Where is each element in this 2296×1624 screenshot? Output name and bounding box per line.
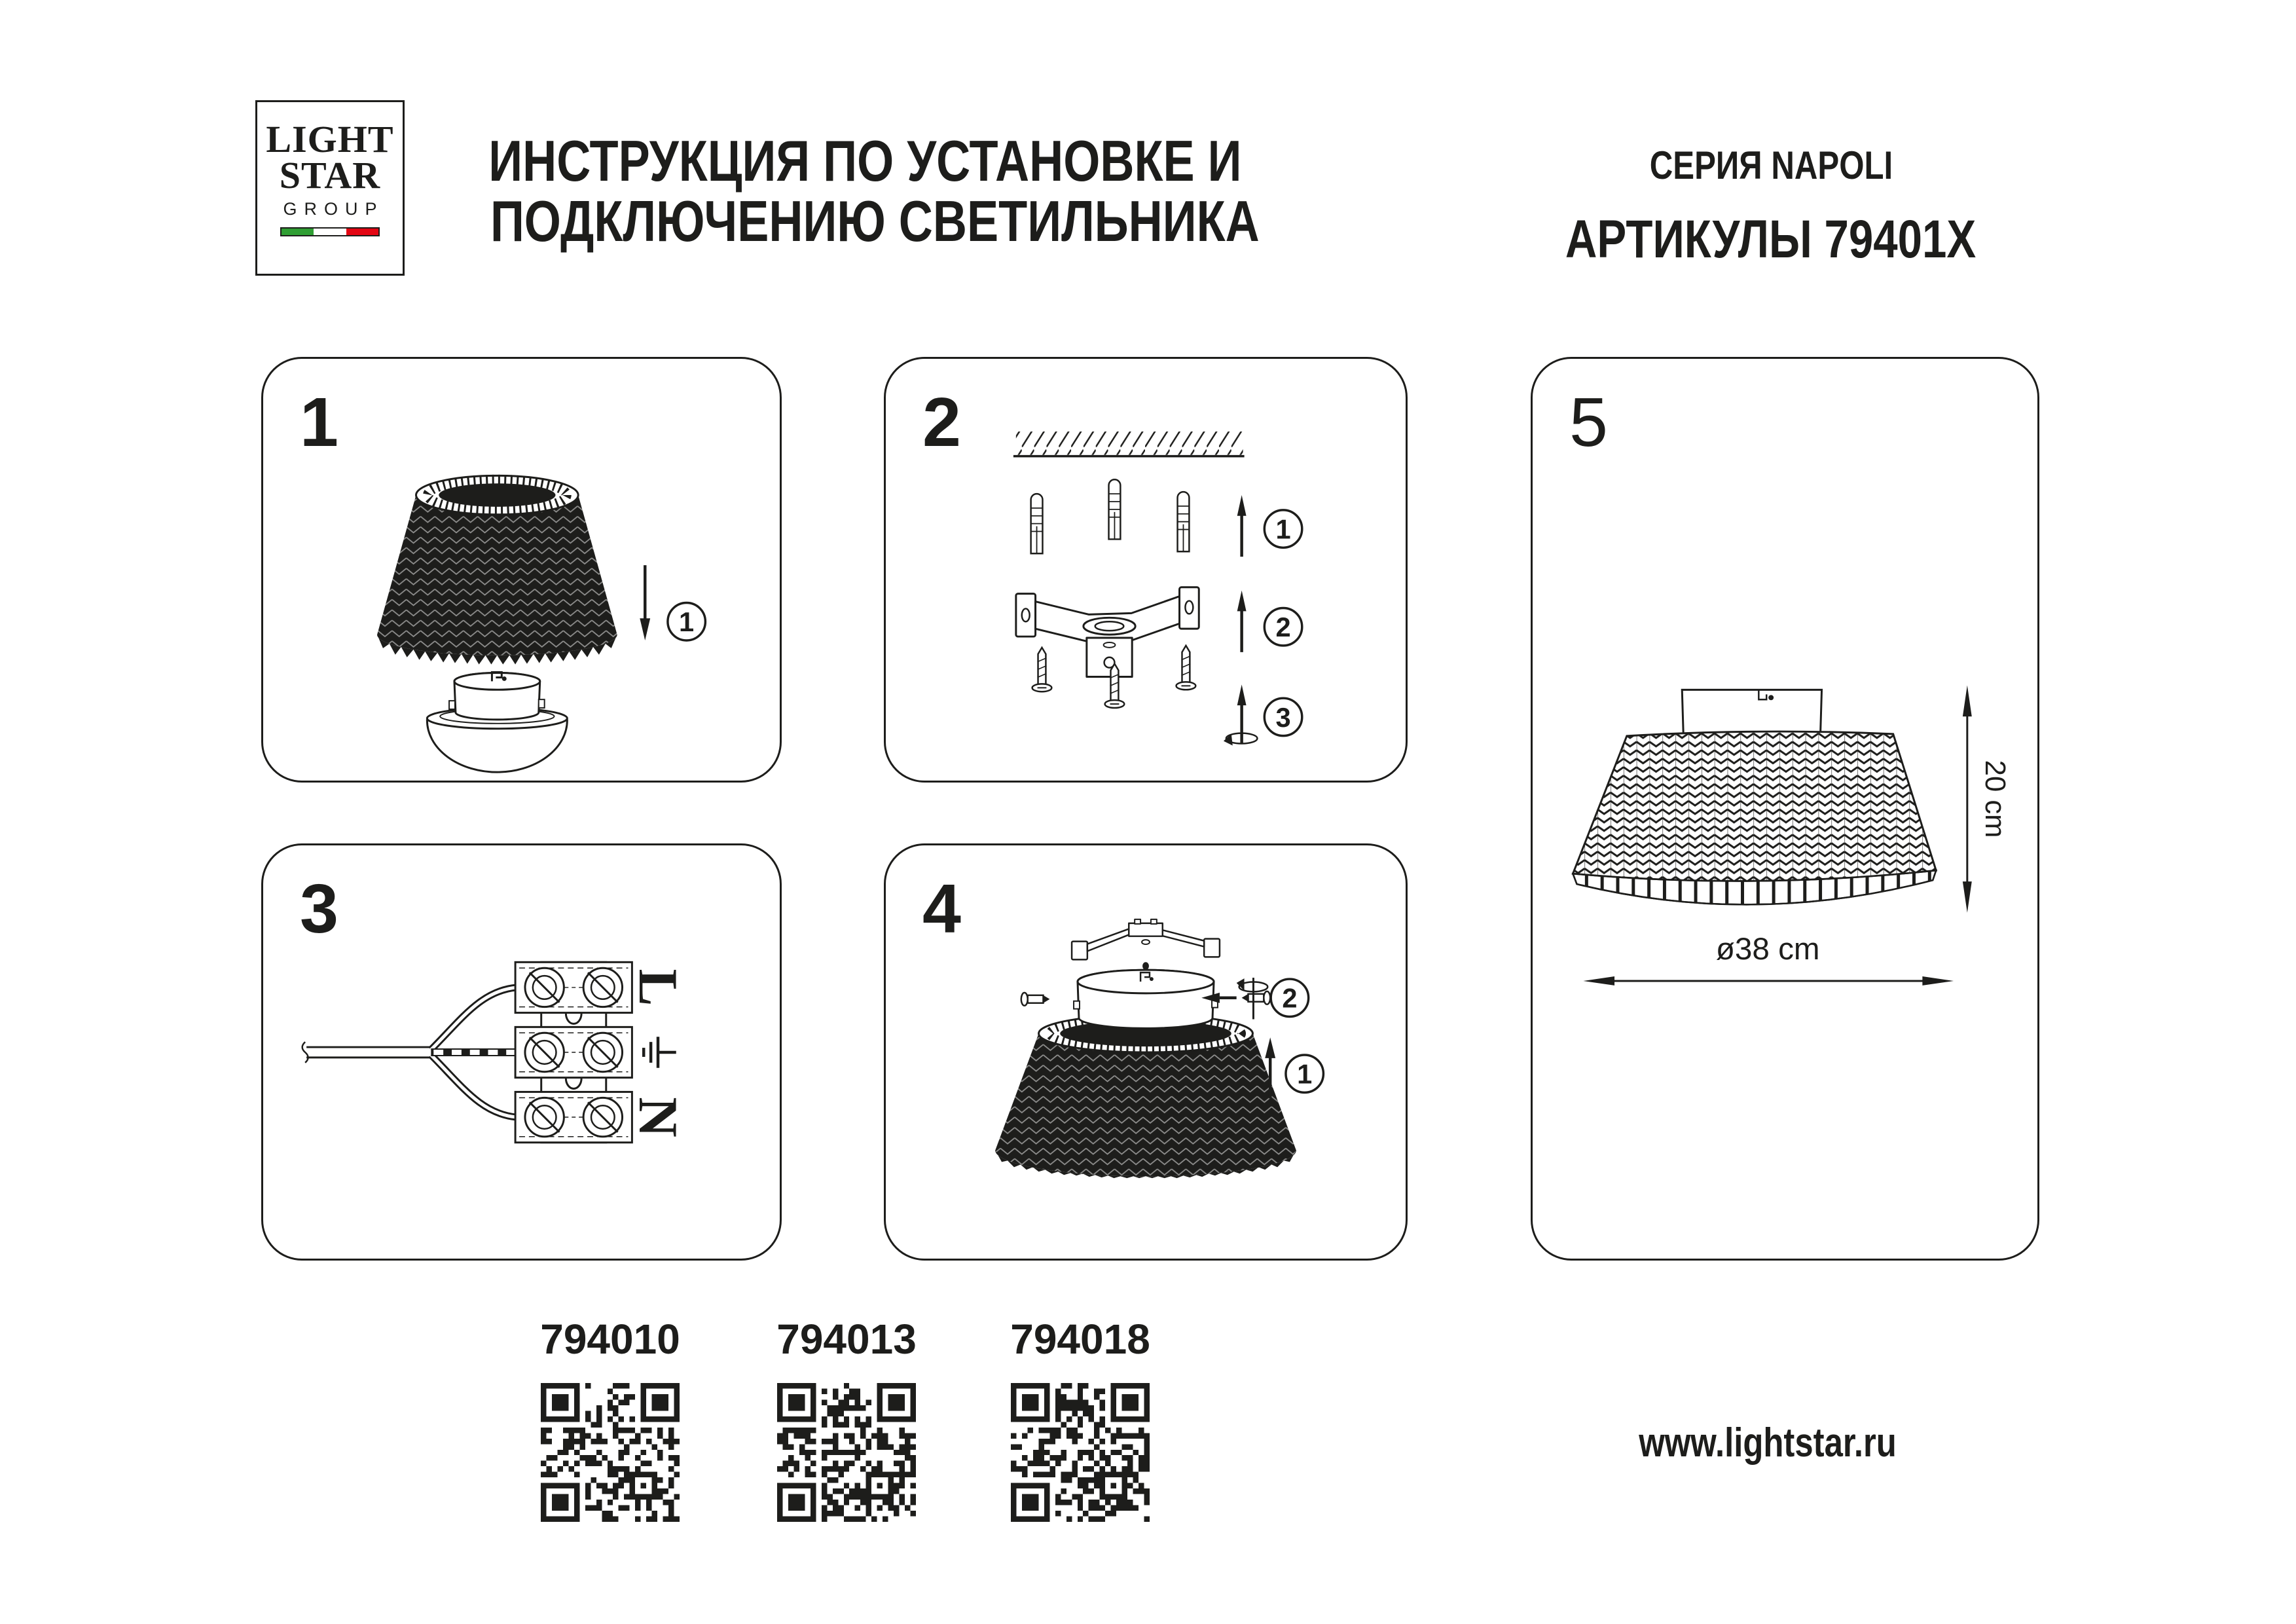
wiring-diagram [263,845,780,1259]
wall-plug-icon [1031,494,1043,553]
website-url [1558,1420,1977,1466]
pleated-shade-icon [995,1015,1296,1179]
website-url-text: www.lightstar.ru [1639,1420,1897,1466]
pleated-shade-icon [377,475,617,664]
logo-word-star: STAR [279,153,381,196]
page-title [406,128,1283,254]
neutral-label: N [627,1097,689,1137]
step-marker [1264,510,1302,547]
article-code: 794013 [776,1316,917,1363]
article-code: 794018 [1010,1316,1150,1363]
panel-step-4 [884,843,1408,1261]
articles-label: АРТИКУЛЫ 79401X [1565,210,1977,269]
height-dimension-label: 20 cm [1979,760,2012,838]
svg-text:2: 2 [1282,982,1298,1014]
neutral-wire-icon [431,1055,517,1117]
svg-text:2: 2 [1275,612,1291,643]
flat-shade-icon [1573,731,1937,904]
wall-plug-icon [1178,492,1190,551]
qr-code [541,1383,680,1522]
panel-number: 3 [300,870,338,948]
diameter-dimension [1583,932,1954,986]
terminal-cells [515,962,632,1142]
dimensions-diagram [1533,359,2037,1259]
brand-logo [255,100,405,276]
qr-code [777,1383,916,1522]
qr-code [1011,1383,1150,1522]
panel-step-3 [261,843,782,1261]
step-marker [668,603,705,640]
article-code: 794010 [540,1316,680,1363]
panel-number: 4 [922,870,961,948]
step-marker [1286,1055,1323,1092]
live-wire-icon [431,987,517,1050]
flag-red [346,229,378,235]
up-arrow-icon [1237,495,1247,557]
earth-symbol-icon [644,1037,676,1068]
logo-word-light: LIGHT [266,118,394,160]
step-marker [1264,698,1302,735]
flag-green [282,229,314,235]
svg-text:1: 1 [1297,1058,1313,1090]
ceiling-base-icon [427,673,567,773]
screw-rotate-arrow-icon [1224,684,1258,745]
side-screw-icon [1021,993,1050,1006]
panel-number: 5 [1569,384,1608,461]
down-arrow-icon [640,565,650,640]
series-label: СЕРИЯ NAPOLI [1649,143,1893,187]
series-block [1519,143,2023,270]
height-dimension [1963,685,2011,912]
hanger-bracket-icon [1072,919,1220,970]
screw-icon [1176,646,1196,690]
ceiling-hatch-icon [1013,432,1245,456]
panel-number: 2 [922,384,961,461]
side-screw-icon [1242,991,1271,1005]
step-marker [1271,979,1308,1016]
logo-word-group: GROUP [283,199,384,219]
panel-step-2 [884,357,1408,783]
svg-text:1: 1 [679,606,695,638]
svg-text:1: 1 [1275,513,1291,545]
screw-icon [1032,648,1052,692]
diameter-dimension-label: ø38 cm [1715,932,1820,967]
shade-and-base-diagram [263,359,780,781]
title-line-2: ПОДКЛЮЧЕНИЮ СВЕТИЛЬНИКА [490,189,1260,254]
live-label: L [627,969,689,1006]
panel-number: 1 [300,384,338,461]
wall-plug-icon [1109,479,1121,539]
italy-flag-bar [280,227,380,236]
mains-cable-icon [302,1042,431,1063]
canopy-icon [1682,690,1821,733]
mounting-hardware-diagram [886,359,1406,781]
title-line-1: ИНСТРУКЦИЯ ПО УСТАНОВКЕ И [488,128,1242,193]
terminal-labels [627,969,689,1137]
svg-text:3: 3 [1275,701,1291,733]
panel-dimensions [1531,357,2039,1261]
flag-white [314,229,346,235]
shade-attachment-diagram [886,845,1406,1259]
lamp-base-icon [1074,970,1218,1028]
up-arrow-icon [1237,591,1247,652]
step-marker [1264,608,1302,645]
panel-step-1 [261,357,782,783]
